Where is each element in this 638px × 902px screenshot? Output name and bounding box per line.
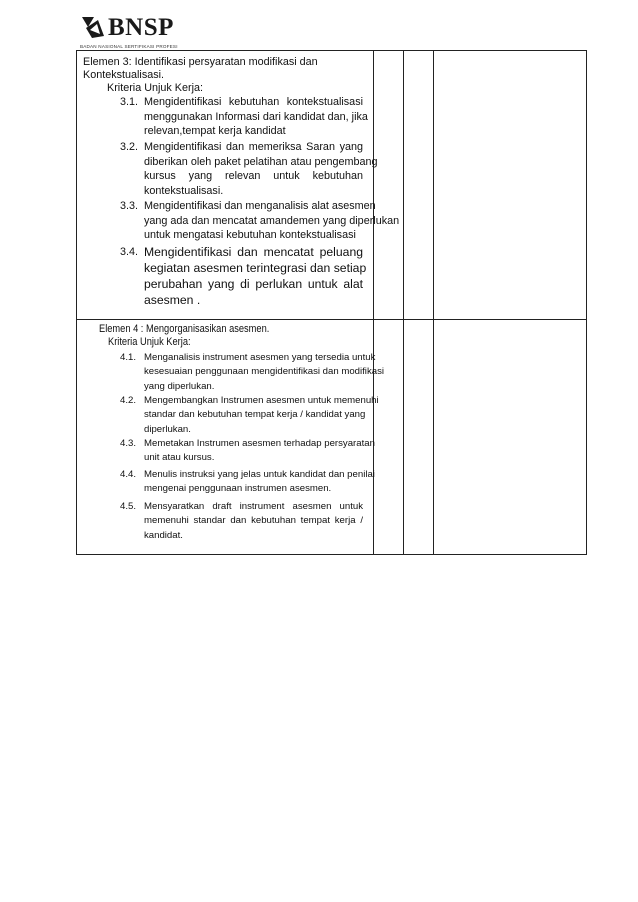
criteria-text-line: relevan,tempat kerja kandidat xyxy=(144,125,286,138)
column-divider xyxy=(403,51,404,554)
criteria-text-line: memenuhi standar dan kebutuhan tempat kerja / xyxy=(144,515,363,527)
criteria-text-line: asesmen . xyxy=(144,293,201,307)
criteria-text-line: Mengidentifikasi dan menganalisis alat asesmen xyxy=(144,200,376,212)
elemen4-title: Elemen 4 : Mengorganisasikan asesmen. xyxy=(99,323,270,335)
criteria-number: 4.1. xyxy=(120,352,137,363)
criteria-text-line: unit atau kursus. xyxy=(144,452,215,464)
criteria-number: 3.1. xyxy=(120,96,139,108)
criteria-text-line: kesesuaian penggunaan mengidentifikasi dan modifikasi xyxy=(144,366,385,378)
elemen3-title-line1: Elemen 3: Identifikasi persyaratan modifikasi dan xyxy=(83,56,318,68)
criteria-number: 4.2. xyxy=(120,395,137,406)
criteria-number: 3.2. xyxy=(120,141,139,153)
criteria-text-line: Memetakan Instrumen asesmen terhadap persyaratan xyxy=(144,438,375,449)
row-divider xyxy=(77,319,586,320)
logo-wordmark: BNSP xyxy=(108,14,174,41)
criteria-text-line: perubahan yang di perlukan untuk alat xyxy=(144,277,363,291)
elemen3-cell xyxy=(83,56,369,96)
logo-subtitle: BADAN NASIONAL SERTIFIKASI PROFESI xyxy=(80,44,178,49)
criteria-text-line: diberikan oleh paket pelatihan atau pengembang xyxy=(144,155,378,168)
assessment-table xyxy=(76,50,587,555)
criteria-number: 4.4. xyxy=(120,469,137,480)
criteria-number: 4.5. xyxy=(120,501,137,512)
criteria-number: 3.3. xyxy=(120,200,139,212)
elemen3-kuk-label: Kriteria Unjuk Kerja: xyxy=(107,82,204,95)
criteria-text-line: Mengidentifikasi dan memeriksa Saran yang xyxy=(144,141,363,153)
criteria-text-line: Menulis instruksi yang jelas untuk kandidat dan penilai xyxy=(144,469,375,480)
criteria-text-line: standar dan kebutuhan tempat kerja / kandidat yang xyxy=(144,409,366,421)
criteria-text-line: Mengidentifikasi kebutuhan kontekstualisasi xyxy=(144,96,363,108)
criteria-text-line: untuk mengatasi kebutuhan kontekstualisasi xyxy=(144,229,356,242)
criteria-number: 4.3. xyxy=(120,438,137,449)
bnsp-emblem-icon xyxy=(80,14,106,40)
criteria-number: 3.4. xyxy=(120,246,139,258)
criteria-text-line: menggunakan Informasi dari kandidat dan, jika xyxy=(144,110,368,123)
criteria-text-line: diperlukan. xyxy=(144,423,191,435)
criteria-text-line: Menganalisis instrument asesmen yang tersedia untuk xyxy=(144,352,376,363)
criteria-text-line: yang diperlukan. xyxy=(144,380,215,392)
criteria-text-line: kursus yang relevan untuk kebutuhan xyxy=(144,170,363,183)
criteria-text-line: yang ada dan mencatat amandemen yang diperlukan xyxy=(144,214,400,227)
elemen4-cell xyxy=(99,323,369,349)
elemen3-title-line2: Kontekstualisasi. xyxy=(83,69,165,82)
column-divider xyxy=(433,51,434,554)
criteria-text-line: Mensyaratkan draft instrument asesmen untuk xyxy=(144,501,363,512)
criteria-text-line: Mengembangkan Instrumen asesmen untuk memenuhi xyxy=(144,395,379,406)
criteria-text-line: mengenai penggunaan instrumen asesmen. xyxy=(144,483,332,495)
bnsp-logo xyxy=(80,14,230,50)
criteria-text-line: kontekstualisasi. xyxy=(144,184,224,197)
criteria-text-line: kandidat. xyxy=(144,529,183,541)
criteria-text-line: kegiatan asesmen terintegrasi dan setiap xyxy=(144,261,367,275)
elemen4-kuk-label: Kriteria Unjuk Kerja: xyxy=(108,336,191,349)
criteria-text-line: Mengidentifikasi dan mencatat peluang xyxy=(144,245,363,259)
